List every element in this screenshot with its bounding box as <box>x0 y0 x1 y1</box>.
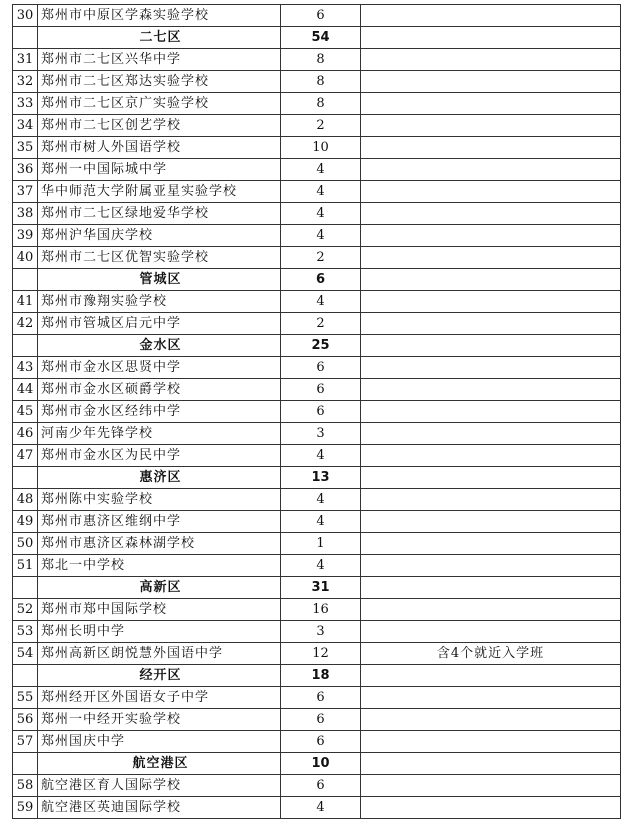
school-name: 郑州市二七区优智实验学校 <box>38 247 281 269</box>
school-name: 郑州市二七区京广实验学校 <box>38 93 281 115</box>
class-count: 6 <box>281 775 361 797</box>
class-count: 4 <box>281 291 361 313</box>
class-count: 2 <box>281 115 361 137</box>
remark <box>361 5 621 27</box>
row-number: 39 <box>13 225 38 247</box>
class-count: 6 <box>281 709 361 731</box>
row-number: 57 <box>13 731 38 753</box>
row-number: 45 <box>13 401 38 423</box>
class-count: 1 <box>281 533 361 555</box>
row-number: 32 <box>13 71 38 93</box>
remark <box>361 621 621 643</box>
table-row <box>13 313 621 335</box>
row-number: 37 <box>13 181 38 203</box>
district-header-row <box>13 577 621 599</box>
remark <box>361 775 621 797</box>
district-header-row <box>13 467 621 489</box>
district-header-row <box>13 269 621 291</box>
district-number-cell <box>13 335 38 357</box>
class-count: 6 <box>281 357 361 379</box>
district-note-cell <box>361 467 621 489</box>
table-row <box>13 203 621 225</box>
class-count: 6 <box>281 687 361 709</box>
table-row <box>13 423 621 445</box>
district-total: 13 <box>281 467 361 489</box>
table-row <box>13 93 621 115</box>
district-total: 6 <box>281 269 361 291</box>
table-row <box>13 247 621 269</box>
district-note-cell <box>361 665 621 687</box>
row-number: 53 <box>13 621 38 643</box>
row-number: 49 <box>13 511 38 533</box>
district-note-cell <box>361 577 621 599</box>
row-number: 54 <box>13 643 38 665</box>
remark <box>361 489 621 511</box>
district-header-row <box>13 335 621 357</box>
remark <box>361 709 621 731</box>
table-row <box>13 775 621 797</box>
remark <box>361 203 621 225</box>
class-count: 16 <box>281 599 361 621</box>
school-name: 郑州市二七区绿地爱华学校 <box>38 203 281 225</box>
district-name: 惠济区 <box>38 467 281 489</box>
district-name: 经开区 <box>38 665 281 687</box>
remark <box>361 687 621 709</box>
school-name: 航空港区英迪国际学校 <box>38 797 281 819</box>
row-number: 59 <box>13 797 38 819</box>
class-count: 8 <box>281 49 361 71</box>
district-header-row <box>13 753 621 775</box>
district-note-cell <box>361 27 621 49</box>
table-row <box>13 511 621 533</box>
remark <box>361 797 621 819</box>
table-row <box>13 5 621 27</box>
school-name: 郑州国庆中学 <box>38 731 281 753</box>
table-row <box>13 115 621 137</box>
remark <box>361 379 621 401</box>
class-count: 6 <box>281 5 361 27</box>
class-count: 3 <box>281 423 361 445</box>
remark <box>361 555 621 577</box>
class-count: 3 <box>281 621 361 643</box>
school-name: 华中师范大学附属亚星实验学校 <box>38 181 281 203</box>
table-row <box>13 797 621 819</box>
table-row <box>13 555 621 577</box>
school-name: 郑州市惠济区森林湖学校 <box>38 533 281 555</box>
district-total: 54 <box>281 27 361 49</box>
remark <box>361 511 621 533</box>
class-count: 12 <box>281 643 361 665</box>
row-number: 36 <box>13 159 38 181</box>
school-name: 郑州市中原区学森实验学校 <box>38 5 281 27</box>
school-name: 郑州市金水区经纬中学 <box>38 401 281 423</box>
row-number: 44 <box>13 379 38 401</box>
school-name: 航空港区育人国际学校 <box>38 775 281 797</box>
district-number-cell <box>13 665 38 687</box>
table-row <box>13 49 621 71</box>
table-row <box>13 599 621 621</box>
school-name: 郑州市树人外国语学校 <box>38 137 281 159</box>
school-name: 郑州一中国际城中学 <box>38 159 281 181</box>
table-row <box>13 291 621 313</box>
district-name: 管城区 <box>38 269 281 291</box>
district-total: 18 <box>281 665 361 687</box>
row-number: 47 <box>13 445 38 467</box>
school-name: 郑州市二七区创艺学校 <box>38 115 281 137</box>
school-name: 郑州市金水区硕爵学校 <box>38 379 281 401</box>
row-number: 35 <box>13 137 38 159</box>
class-count: 10 <box>281 137 361 159</box>
remark <box>361 423 621 445</box>
table-row <box>13 181 621 203</box>
school-name: 郑州经开区外国语女子中学 <box>38 687 281 709</box>
row-number: 34 <box>13 115 38 137</box>
table-row <box>13 159 621 181</box>
row-number: 46 <box>13 423 38 445</box>
class-count: 4 <box>281 181 361 203</box>
row-number: 31 <box>13 49 38 71</box>
row-number: 51 <box>13 555 38 577</box>
district-number-cell <box>13 27 38 49</box>
school-name: 郑州市郑中国际学校 <box>38 599 281 621</box>
school-name: 河南少年先锋学校 <box>38 423 281 445</box>
row-number: 58 <box>13 775 38 797</box>
class-count: 8 <box>281 71 361 93</box>
table-row <box>13 137 621 159</box>
class-count: 4 <box>281 555 361 577</box>
row-number: 43 <box>13 357 38 379</box>
table-row <box>13 621 621 643</box>
table-row <box>13 643 621 665</box>
district-total: 10 <box>281 753 361 775</box>
table-row <box>13 533 621 555</box>
district-note-cell <box>361 753 621 775</box>
row-number: 38 <box>13 203 38 225</box>
table-row <box>13 445 621 467</box>
district-number-cell <box>13 269 38 291</box>
remark <box>361 401 621 423</box>
class-count: 4 <box>281 489 361 511</box>
row-number: 50 <box>13 533 38 555</box>
school-quota-table <box>12 4 621 819</box>
school-name: 郑州市金水区为民中学 <box>38 445 281 467</box>
row-number: 41 <box>13 291 38 313</box>
table-row <box>13 731 621 753</box>
class-count: 8 <box>281 93 361 115</box>
remark <box>361 291 621 313</box>
district-header-row <box>13 665 621 687</box>
school-name: 郑北一中学校 <box>38 555 281 577</box>
remark <box>361 137 621 159</box>
district-note-cell <box>361 269 621 291</box>
district-name: 航空港区 <box>38 753 281 775</box>
remark <box>361 313 621 335</box>
class-count: 4 <box>281 511 361 533</box>
district-number-cell <box>13 753 38 775</box>
table-body <box>13 5 621 819</box>
remark <box>361 93 621 115</box>
row-number: 42 <box>13 313 38 335</box>
row-number: 40 <box>13 247 38 269</box>
district-total: 31 <box>281 577 361 599</box>
district-name: 金水区 <box>38 335 281 357</box>
school-name: 郑州市金水区思贤中学 <box>38 357 281 379</box>
remark <box>361 445 621 467</box>
row-number: 55 <box>13 687 38 709</box>
table-row <box>13 357 621 379</box>
school-name: 郑州沪华国庆学校 <box>38 225 281 247</box>
remark <box>361 115 621 137</box>
district-total: 25 <box>281 335 361 357</box>
district-number-cell <box>13 467 38 489</box>
school-name: 郑州高新区朗悦慧外国语中学 <box>38 643 281 665</box>
district-name: 高新区 <box>38 577 281 599</box>
remark <box>361 247 621 269</box>
school-name: 郑州市管城区启元中学 <box>38 313 281 335</box>
remark <box>361 181 621 203</box>
remark <box>361 225 621 247</box>
table-row <box>13 489 621 511</box>
class-count: 4 <box>281 797 361 819</box>
district-name: 二七区 <box>38 27 281 49</box>
school-name: 郑州一中经开实验学校 <box>38 709 281 731</box>
school-name: 郑州市豫翔实验学校 <box>38 291 281 313</box>
row-number: 48 <box>13 489 38 511</box>
row-number: 56 <box>13 709 38 731</box>
remark <box>361 159 621 181</box>
row-number: 30 <box>13 5 38 27</box>
district-note-cell <box>361 335 621 357</box>
class-count: 4 <box>281 445 361 467</box>
remark <box>361 357 621 379</box>
table-row <box>13 687 621 709</box>
class-count: 2 <box>281 247 361 269</box>
district-number-cell <box>13 577 38 599</box>
class-count: 4 <box>281 225 361 247</box>
table-row <box>13 71 621 93</box>
table-row <box>13 379 621 401</box>
remark <box>361 71 621 93</box>
class-count: 4 <box>281 159 361 181</box>
remark <box>361 731 621 753</box>
class-count: 4 <box>281 203 361 225</box>
row-number: 52 <box>13 599 38 621</box>
class-count: 6 <box>281 401 361 423</box>
remark <box>361 49 621 71</box>
school-name: 郑州市二七区郑达实验学校 <box>38 71 281 93</box>
school-name: 郑州陈中实验学校 <box>38 489 281 511</box>
table-row <box>13 401 621 423</box>
school-name: 郑州长明中学 <box>38 621 281 643</box>
row-number: 33 <box>13 93 38 115</box>
remark <box>361 533 621 555</box>
remark: 含4个就近入学班 <box>361 643 621 665</box>
table-row <box>13 225 621 247</box>
district-header-row <box>13 27 621 49</box>
remark <box>361 599 621 621</box>
school-name: 郑州市二七区兴华中学 <box>38 49 281 71</box>
class-count: 6 <box>281 379 361 401</box>
school-name: 郑州市惠济区维纲中学 <box>38 511 281 533</box>
class-count: 6 <box>281 731 361 753</box>
class-count: 2 <box>281 313 361 335</box>
table-row <box>13 709 621 731</box>
